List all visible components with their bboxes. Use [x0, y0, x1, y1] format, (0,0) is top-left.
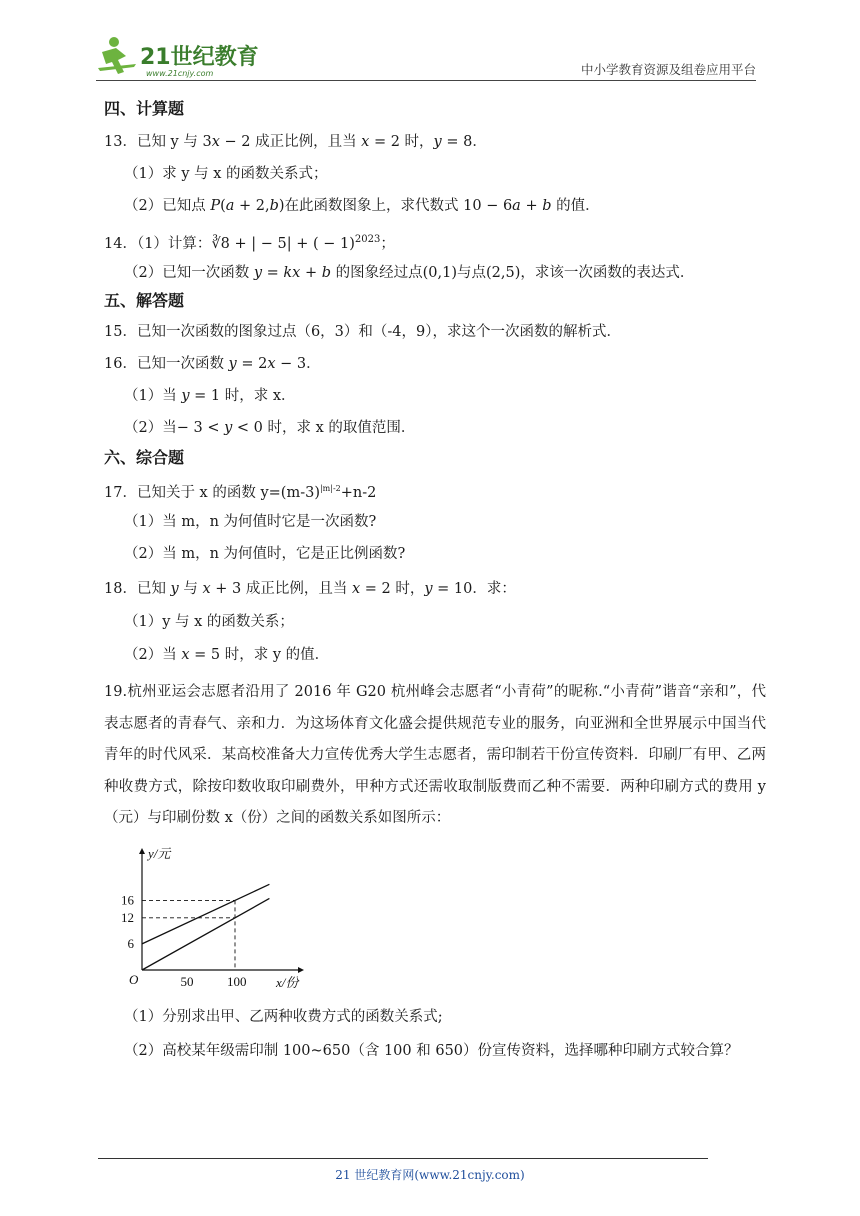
- question-19-part-1: （1）分别求出甲、乙两种收费方式的函数关系式;: [124, 1009, 443, 1025]
- series-line-2: [142, 898, 269, 970]
- q17-stem-tail: +n-2: [340, 484, 377, 501]
- question-18-part-2: （2）当 𝑥 = 5 时，求 y 的值．: [124, 647, 330, 663]
- q14-expression: ∛8 + | − 5| + ( − 1): [211, 235, 355, 252]
- y-tick-label: 12: [121, 909, 134, 925]
- x-axis-arrow: [298, 967, 304, 973]
- question-16-part-2: （2）当− 3 < 𝑦 < 0 时，求 x 的取值范围．: [124, 420, 416, 436]
- question-19-stem: [104, 677, 766, 835]
- question-16-stem: 16．已知一次函数 𝑦 = 2𝑥 − 3．: [104, 356, 321, 372]
- q14-punct: ；: [380, 235, 395, 252]
- footer-link[interactable]: 21 世纪教育网(www.21cnjy.com): [335, 1168, 525, 1182]
- question-13-part-1: （1）求 y 与 x 的函数关系式；: [124, 166, 328, 182]
- question-14-part-2: （2）已知一次函数 𝑦 = 𝑘𝑥 + 𝑏 的图象经过点(0,1)与点(2,5)，求该一次函数的表达式．: [124, 265, 695, 281]
- section-heading-4: 四、计算题: [104, 99, 185, 118]
- question-19-part-2: （2）高校某年级需印制 100~650（含 100 和 650）份宣传资料，选择哪种印刷方式较合算？: [124, 1043, 739, 1059]
- question-17-part-2: （2）当 m，n 为何值时，它是正比例函数?: [124, 546, 406, 562]
- site-logo: [96, 34, 266, 80]
- question-18-stem: 18．已知 𝑦 与 𝑥 + 3 成正比例，且当 𝑥 = 2 时，𝑦 = 10．求：: [104, 581, 516, 597]
- question-18-part-1: （1）y 与 x 的函数关系；: [124, 614, 294, 630]
- logo-wordmark: 21世纪教育: [140, 45, 259, 70]
- y-axis-label: y/元: [148, 846, 171, 861]
- y-tick-label: 16: [121, 892, 134, 908]
- q14-label: 14．（1）计算：: [104, 235, 212, 252]
- y-tick-label: 6: [127, 935, 134, 951]
- section-heading-6: 六、综合题: [104, 448, 185, 467]
- x-tick-label: 100: [227, 974, 247, 989]
- question-15-stem: 15．已知一次函数的图象过点（6，3）和（-4，9），求这个一次函数的解析式．: [104, 324, 621, 340]
- cost-chart-svg: [112, 840, 322, 990]
- header-tagline: 中小学教育资源及组卷应用平台: [580, 62, 756, 77]
- q19-paragraph: 19.杭州亚运会志愿者沿用了 2016 年 G20 杭州峰会志愿者“小青荷”的昵称.“小青荷”谐音“亲和”，代表志愿者的青春气、亲和力．为这场体育文化盛会提供规范专业的服务，向亚洲和全世界展示中国当代青年的时代风采．某高校准备大力宣传优秀大学生志愿者，需印制若干份宣传资料．印刷厂有甲、乙两种收费方式，除按印数收取印刷费外，甲种方式还需收取制版费而乙种不需要．两种印刷方式的费用 y（元）与印刷份数 x（份）之间的函数关系如图所示：: [104, 684, 766, 826]
- footer-divider: [98, 1158, 708, 1159]
- question-13-stem: 13．已知 y 与 3𝑥 − 2 成正比例，且当 𝑥 = 2 时，𝑦 = 8．: [104, 134, 487, 150]
- q14-exponent: 2023: [354, 234, 381, 245]
- origin-label: O: [129, 972, 139, 987]
- y-axis-arrow: [139, 848, 145, 854]
- section-heading-5: 五、解答题: [104, 291, 185, 310]
- question-16-part-1: （1）当 𝑦 = 1 时，求 x．: [124, 388, 296, 404]
- question-17-stem: [104, 479, 376, 503]
- x-axis-label: x/份: [276, 975, 299, 990]
- question-13-part-2: （2）已知点 𝑃(𝑎 + 2,𝑏)在此函数图象上，求代数式 10 − 6𝑎 + 𝑏 的值．: [124, 198, 600, 214]
- question-17-part-1: （1）当 m，n 为何值时它是一次函数?: [124, 514, 377, 530]
- q17-exponent: |m|-2: [319, 484, 341, 493]
- cost-chart: [112, 840, 322, 994]
- x-tick-label: 50: [180, 974, 194, 989]
- header-divider: [96, 80, 756, 81]
- q17-stem-main: 17．已知关于 x 的函数 y=(m-3): [104, 484, 320, 501]
- logo-url: www.21cnjy.com: [146, 69, 214, 78]
- question-14-part-1: [104, 230, 395, 254]
